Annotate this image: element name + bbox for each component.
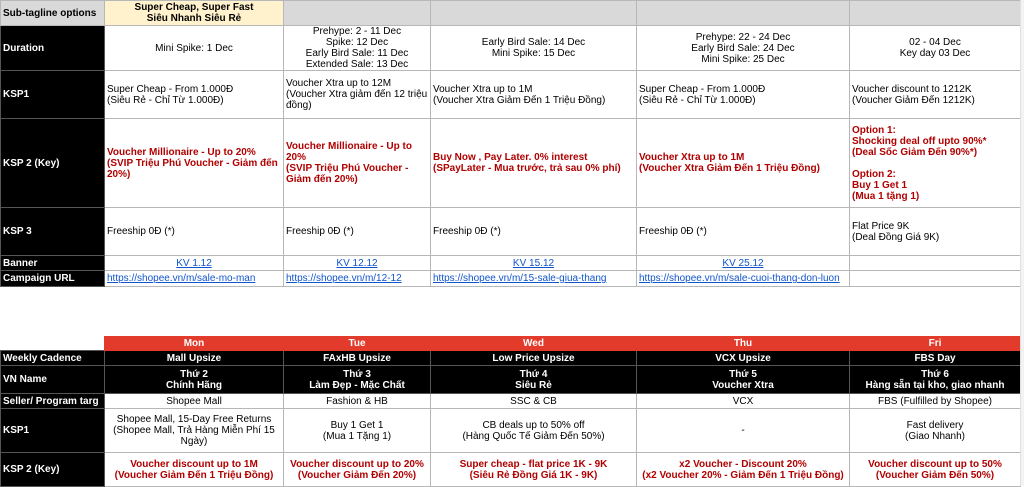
campaign-row-ksp1 xyxy=(1,71,1021,119)
weekly-cell-ksp2: Voucher discount up to 50% (Voucher Giảm Đến 50%) xyxy=(850,453,1021,487)
row-label-duration: Duration xyxy=(1,26,105,71)
weekly-row-ksp2 xyxy=(1,453,1021,487)
cell-ksp2: Buy Now , Pay Later. 0% interest (SPayLater - Mua trước, trả sau 0% phí) xyxy=(431,119,637,208)
sub-tagline-label: Sub-tagline options xyxy=(1,1,105,26)
cell-ksp2: Voucher Xtra up to 1M (Voucher Xtra Giảm Đến 1 Triệu Đồng) xyxy=(637,119,850,208)
weekly-cell-seller: Shopee Mall xyxy=(105,394,284,409)
campaign-url-link[interactable]: https://shopee.vn/m/15-sale-giua-thang xyxy=(433,273,607,284)
weekly-label-ksp2: KSP 2 (Key) xyxy=(1,453,105,487)
cell-ksp1: Super Cheap - From 1.000Đ (Siêu Rẻ - Chỉ Từ 1.000Đ) xyxy=(637,71,850,119)
weekly-cell-seller: SSC & CB xyxy=(431,394,637,409)
header-empty-cell xyxy=(431,1,637,26)
cell-banner xyxy=(284,256,431,271)
sub-tagline-value: Super Cheap, Super Fast Siêu Nhanh Siêu Rẻ xyxy=(105,1,284,26)
campaign-header-row xyxy=(1,1,1021,26)
row-label-ksp1: KSP1 xyxy=(1,71,105,119)
weekly-row-cadence xyxy=(1,351,1021,366)
campaign-row-banner xyxy=(1,256,1021,271)
banner-link[interactable]: KV 12.12 xyxy=(336,257,378,269)
weekly-cell-ksp2: Voucher discount up to 1M (Voucher Giảm Đến 1 Triệu Đồng) xyxy=(105,453,284,487)
weekly-label-vn: VN Name xyxy=(1,366,105,394)
weekly-cell-vn: Thứ 2 Chính Hãng xyxy=(105,366,284,394)
cell-url xyxy=(637,271,850,287)
weekly-cell-cadence: VCX Upsize xyxy=(637,351,850,366)
cell-banner xyxy=(105,256,284,271)
scrollbar-strip[interactable] xyxy=(1020,0,1024,486)
header-empty-cell xyxy=(637,1,850,26)
cell-ksp3: Freeship 0Đ (*) xyxy=(431,208,637,256)
row-label-banner: Banner xyxy=(1,256,105,271)
weekly-row-vn xyxy=(1,366,1021,394)
cell-duration: Mini Spike: 1 Dec xyxy=(105,26,284,71)
campaign-url-link[interactable]: https://shopee.vn/m/sale-mo-man xyxy=(107,273,256,284)
cell-ksp3: Flat Price 9K (Deal Đồng Giá 9K) xyxy=(850,208,1021,256)
cell-banner xyxy=(431,256,637,271)
cell-duration: Prehype: 2 - 11 Dec Spike: 12 Dec Early Bird Sale: 11 Dec Extended Sale: 13 Dec xyxy=(284,26,431,71)
campaign-row-url xyxy=(1,271,1021,287)
cell-ksp3: Freeship 0Đ (*) xyxy=(284,208,431,256)
cell-ksp3: Freeship 0Đ (*) xyxy=(637,208,850,256)
cell-url xyxy=(850,271,1021,287)
weekly-cell-ksp1: - xyxy=(637,409,850,453)
cell-duration: Prehype: 22 - 24 Dec Early Bird Sale: 24 Dec Mini Spike: 25 Dec xyxy=(637,26,850,71)
row-label-ksp3: KSP 3 xyxy=(1,208,105,256)
empty-corner xyxy=(1,337,105,351)
header-empty-cell xyxy=(850,1,1021,26)
cell-ksp3: Freeship 0Đ (*) xyxy=(105,208,284,256)
weekly-cell-ksp1: Fast delivery (Giao Nhanh) xyxy=(850,409,1021,453)
campaign-url-link[interactable]: https://shopee.vn/m/sale-cuoi-thang-don-luon xyxy=(639,273,840,284)
cell-ksp1: Voucher discount to 1212K (Voucher Giảm Đến 1212K) xyxy=(850,71,1021,119)
weekday-header-row xyxy=(1,337,1021,351)
weekly-row-seller xyxy=(1,394,1021,409)
cell-ksp1: Super Cheap - From 1.000Đ (Siêu Rẻ - Chỉ Từ 1.000Đ) xyxy=(105,71,284,119)
weekly-cell-vn: Thứ 3 Làm Đẹp - Mặc Chất xyxy=(284,366,431,394)
cell-url xyxy=(284,271,431,287)
weekly-cell-vn: Thứ 5 Voucher Xtra xyxy=(637,366,850,394)
cell-url xyxy=(431,271,637,287)
banner-link[interactable]: KV 1.12 xyxy=(176,257,212,269)
weekly-cell-ksp1: CB deals up to 50% off (Hàng Quốc Tế Giảm Đến 50%) xyxy=(431,409,637,453)
cell-duration: Early Bird Sale: 14 Dec Mini Spike: 15 Dec xyxy=(431,26,637,71)
day-header-tue: Tue xyxy=(284,337,431,351)
day-header-mon: Mon xyxy=(105,337,284,351)
weekly-label-cadence: Weekly Cadence xyxy=(1,351,105,366)
weekly-cell-ksp1: Shopee Mall, 15-Day Free Returns (Shopee Mall, Trả Hàng Miễn Phí 15 Ngày) xyxy=(105,409,284,453)
weekly-cell-cadence: FBS Day xyxy=(850,351,1021,366)
banner-link[interactable]: KV 25.12 xyxy=(722,257,764,269)
weekly-row-ksp1 xyxy=(1,409,1021,453)
campaign-row-ksp3 xyxy=(1,208,1021,256)
header-empty-cell xyxy=(284,1,431,26)
weekly-cell-seller: FBS (Fulfilled by Shopee) xyxy=(850,394,1021,409)
weekly-cell-seller: VCX xyxy=(637,394,850,409)
cell-ksp2: Voucher Millionaire - Up to 20% (SVIP Triệu Phú Voucher - Giảm đến 20%) xyxy=(284,119,431,208)
weekly-label-seller: Seller/ Program targ xyxy=(1,394,105,409)
campaign-row-ksp2 xyxy=(1,119,1021,208)
weekly-cell-ksp2: Voucher discount up to 20% (Voucher Giảm Đến 20%) xyxy=(284,453,431,487)
cell-url xyxy=(105,271,284,287)
row-label-ksp2: KSP 2 (Key) xyxy=(1,119,105,208)
campaign-row-duration xyxy=(1,26,1021,71)
cell-ksp1: Voucher Xtra up to 1M (Voucher Xtra Giảm Đến 1 Triệu Đồng) xyxy=(431,71,637,119)
row-label-url: Campaign URL xyxy=(1,271,105,287)
weekly-cell-vn: Thứ 4 Siêu Rẻ xyxy=(431,366,637,394)
weekly-cell-seller: Fashion & HB xyxy=(284,394,431,409)
cell-ksp2: Option 1: Shocking deal off upto 90%* (Deal Sốc Giảm Đến 90%*) Option 2: Buy 1 Get 1 (Mua 1 tặng 1) xyxy=(850,119,1021,208)
cell-banner xyxy=(637,256,850,271)
day-header-thu: Thu xyxy=(637,337,850,351)
weekly-cell-ksp2: Super cheap - flat price 1K - 9K (Siêu Rẻ Đồng Giá 1K - 9K) xyxy=(431,453,637,487)
weekly-cadence-table xyxy=(0,336,1021,487)
cell-banner xyxy=(850,256,1021,271)
weekly-cell-cadence: Low Price Upsize xyxy=(431,351,637,366)
cell-duration: 02 - 04 Dec Key day 03 Dec xyxy=(850,26,1021,71)
weekly-cell-cadence: Mall Upsize xyxy=(105,351,284,366)
weekly-cell-ksp1: Buy 1 Get 1 (Mua 1 Tặng 1) xyxy=(284,409,431,453)
weekly-cell-ksp2: x2 Voucher - Discount 20% (x2 Voucher 20% - Giảm Đến 1 Triệu Đồng) xyxy=(637,453,850,487)
day-header-wed: Wed xyxy=(431,337,637,351)
banner-link[interactable]: KV 15.12 xyxy=(512,257,555,269)
weekly-cell-cadence: FAxHB Upsize xyxy=(284,351,431,366)
day-header-fri: Fri xyxy=(850,337,1021,351)
campaign-url-link[interactable]: https://shopee.vn/m/12-12 xyxy=(286,273,402,284)
weekly-label-ksp1: KSP1 xyxy=(1,409,105,453)
cell-ksp1: Voucher Xtra up to 12M (Voucher Xtra giảm đến 12 triệu đồng) xyxy=(284,71,431,119)
cell-ksp2: Voucher Millionaire - Up to 20% (SVIP Triệu Phú Voucher - Giảm đến 20%) xyxy=(105,119,284,208)
weekly-cell-vn: Thứ 6 Hàng sẵn tại kho, giao nhanh xyxy=(850,366,1021,394)
